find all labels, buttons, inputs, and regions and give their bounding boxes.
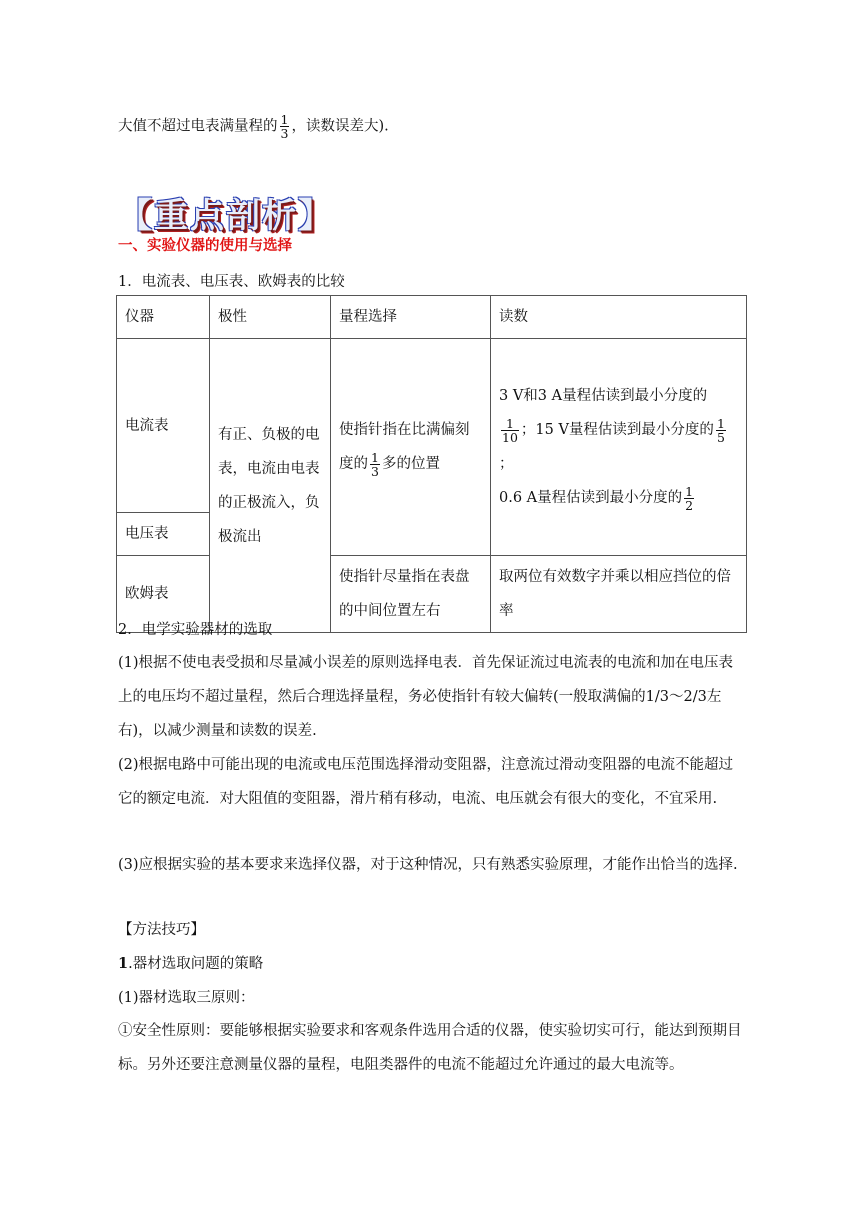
reading-line-2: [499, 413, 738, 481]
fraction-one-third: [370, 451, 380, 478]
fraction-one-half: [684, 485, 694, 512]
range-text-2: 多的位置: [381, 456, 440, 472]
section-heading-key-analysis: 【重点剖析】: [118, 196, 334, 236]
paragraph-2: (2)根据电路中可能出现的电流或电压范围选择滑动变阻器，注意流过滑动变阻器的电流不能超过它的额定电流．对大阻值的变阻器，滑片稍有移动，电流、电压就会有很大的变化，不宜采用.: [118, 757, 734, 807]
continued-text-after: ，读数误差大).: [291, 118, 389, 135]
reading-text-2b: ；: [499, 456, 514, 472]
method-item1-text: .器材选取问题的策略: [128, 956, 264, 972]
fraction-denominator: 10: [502, 429, 518, 445]
fraction-one-fifth: [716, 417, 726, 444]
header-cell: 量程选择: [331, 296, 491, 339]
fraction-one-tenth: [501, 417, 519, 444]
fraction-numerator: 1: [280, 112, 289, 127]
method-subitem1: (1)器材选取三原则：: [118, 990, 255, 1006]
fraction-one-third: [280, 113, 290, 140]
fraction-denominator: 2: [685, 497, 694, 513]
cell-ohmmeter: 欧姆表: [117, 556, 210, 633]
paragraph-1: (1)根据不使电表受损和尽量减小误差的原则选择电表．首先保证流过电流表的电流和加在电压表上的电压均不超过量程，然后合理选择量程，务必使指针有较大偏转(一般取满偏的1/3～2/3左右)，以减少测量和读数的误差.: [118, 655, 734, 739]
cell-ohm-reading: 取两位有效数字并乘以相应挡位的倍率: [491, 556, 747, 633]
item2-title: 2．电学实验器材的选取: [118, 622, 273, 638]
method-item1: [118, 952, 263, 973]
continued-text-before: 大值不超过电表满量程的: [118, 118, 278, 135]
cell-range-selection: [331, 339, 491, 556]
reading-text-2a: ；15 V量程估读到最小分度的: [520, 422, 714, 438]
cell-ohm-range: 使指针尽量指在表盘的中间位置左右: [331, 556, 491, 633]
fraction-denominator: 3: [371, 463, 379, 479]
paragraph-3: (3)应根据实验的基本要求来选择仪器，对于这种情况，只有熟悉实验原理，才能作出恰当的选择.: [118, 857, 738, 873]
reading-line-1: 3 V和3 A量程估读到最小分度的: [499, 388, 708, 404]
fraction-numerator: 1: [371, 449, 379, 465]
reading-text-3: 0.6 A量程估读到最小分度的: [499, 490, 683, 506]
table-row-ammeter: [117, 339, 747, 513]
cell-ammeter: 电流表: [117, 339, 210, 513]
section-title: 一、实验仪器的使用与选择: [118, 238, 292, 254]
header-cell: 读数: [491, 296, 747, 339]
item1-title: 1．电流表、电压表、欧姆表的比较: [118, 274, 345, 290]
cell-voltmeter: 电压表: [117, 513, 210, 556]
method-item1-number: 1: [118, 955, 129, 972]
fraction-numerator: 1: [685, 483, 694, 499]
cell-polarity: 有正、负极的电表，电流由电表的正极流入，负极流出: [210, 339, 331, 633]
fraction-numerator: 1: [716, 415, 725, 431]
method-paragraph: ①安全性原则：要能够根据实验要求和客观条件选用合适的仪器，使实验切实可行，能达到预期目标。另外还要注意测量仪器的量程，电阻类器件的电流不能超过允许通过的最大电流等。: [118, 1023, 742, 1073]
cell-reading: [491, 339, 747, 556]
method-heading: 【方法技巧】: [118, 922, 205, 938]
meter-comparison-table: [116, 295, 747, 633]
table-header-row: [117, 296, 747, 339]
fraction-denominator: 3: [280, 126, 289, 141]
header-cell: 极性: [210, 296, 331, 339]
continued-text-line: [118, 113, 389, 140]
fraction-denominator: 5: [716, 429, 725, 445]
range-text-1: 使指针指在比满偏刻度的: [339, 422, 470, 472]
fraction-numerator: 1: [505, 415, 514, 431]
header-cell: 仪器: [117, 296, 210, 339]
reading-line-3: [499, 481, 738, 515]
